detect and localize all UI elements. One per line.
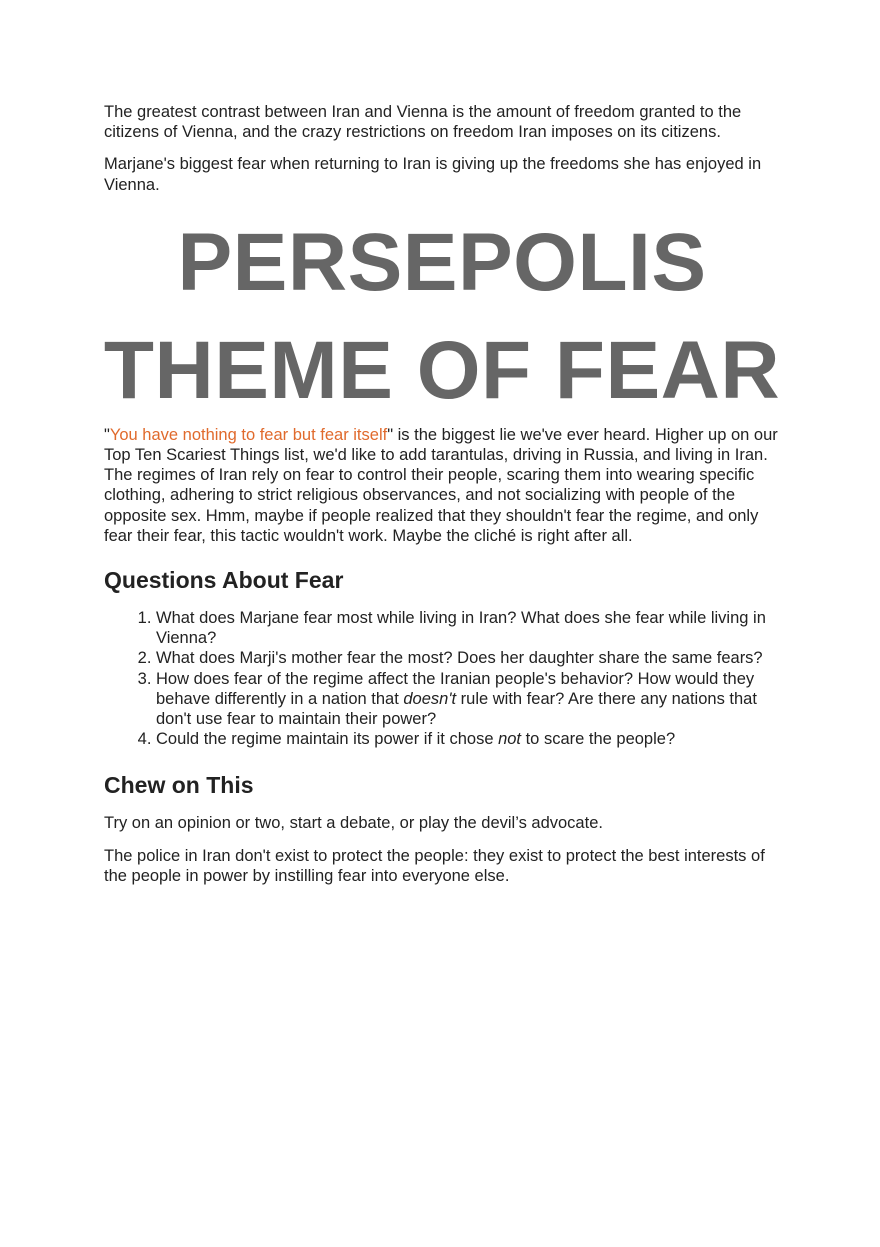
question-text: How does fear of the regime affect the Iranian people's behavior? How would they behave differently in a nation that xyxy=(156,669,755,708)
chew-statement: The police in Iran don't exist to protect the people: they exist to protect the best interests of the people in power by instilling fear into everyone else. xyxy=(104,846,765,885)
title-line-2: THEME OF FEAR xyxy=(103,324,781,416)
page-title xyxy=(74,209,810,425)
quote-link[interactable]: You have nothing to fear but fear itself xyxy=(109,425,388,444)
emphasis-text: not xyxy=(498,730,522,749)
theme-intro-text: " is the biggest lie we've ever heard. Higher up on our Top Ten Scariest Things list, we'd like to add tarantulas, driving in Russia, and living in Iran. The regimes of Iran rely on fear to control their people, scaring them into wearing specific clothing, adhering to strict religious observances, and not socializing with people of the opposite sex. Hmm, maybe if people realized that they shouldn't fear the regime, and only fear their fear, this tactic wouldn't work. Maybe the cliché is right after all. xyxy=(104,425,778,545)
list-item xyxy=(156,608,780,648)
question-text: What does Marji's mother fear the most? Does her daughter share the same fears? xyxy=(156,649,763,668)
theme-intro-paragraph xyxy=(104,425,780,546)
open-quote: " xyxy=(104,425,110,444)
questions-heading: Questions About Fear xyxy=(104,567,344,594)
title-line-1: PERSEPOLIS xyxy=(177,216,707,308)
intro-paragraph-2: Marjane's biggest fear when returning to Iran is giving up the freedoms she has enjoyed in Vienna. xyxy=(104,155,762,194)
question-text: Could the regime maintain its power if it chose xyxy=(156,730,499,749)
intro-paragraph-1: The greatest contrast between Iran and Vienna is the amount of freedom granted to the citizens of Vienna, and the crazy restrictions on freedom Iran imposes on its citizens. xyxy=(104,103,742,142)
questions-list xyxy=(104,608,780,749)
question-text: What does Marjane fear most while living in Iran? What does she fear while living in Vienna? xyxy=(156,609,766,648)
question-text: to scare the people? xyxy=(521,730,676,749)
emphasis-text: doesn't xyxy=(403,689,457,708)
list-item xyxy=(156,669,780,730)
chew-prompt: Try on an opinion or two, start a debate, or play the devil’s advocate. xyxy=(104,814,603,833)
list-item xyxy=(156,729,780,749)
list-item xyxy=(156,648,780,668)
question-text: rule with fear? Are there any nations that don't use fear to maintain their power? xyxy=(156,689,757,729)
chew-heading: Chew on This xyxy=(104,772,254,799)
document-page xyxy=(104,102,780,898)
